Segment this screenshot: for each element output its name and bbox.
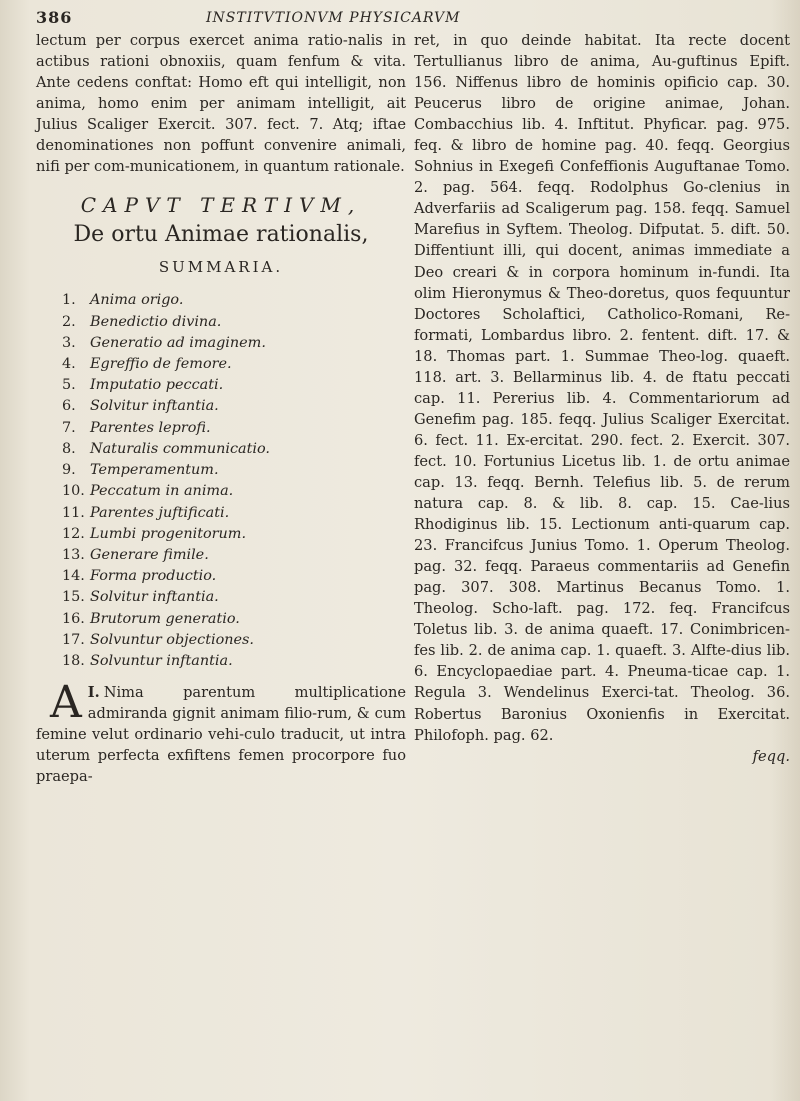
summary-item-text: Naturalis communicatio. — [90, 440, 271, 457]
summary-item-number: 8. — [62, 440, 76, 457]
summary-item-text: Imputatio peccati. — [90, 377, 224, 394]
summary-item — [62, 460, 406, 481]
summary-item-text: Peccatum in anima. — [90, 483, 234, 500]
summary-item-text: Parentes leprofi. — [90, 419, 211, 436]
summary-item — [62, 481, 406, 502]
summary-item-text: Anima origo. — [90, 292, 184, 309]
intro-paragraph: lectum per corpus exercet anima ratio-nalis in actibus rationi obnoxiis, quam fenfum & vita. Ante cedens conftat: Homo eft qui intelligit, non anima, homo enim per animam intelligit, ait Julius Scaliger Exercit. 307. fect. 7. Atq; iftae denominationes non poffunt convenire animali, nifi per com-municationem, in quantum rationale. — [36, 32, 406, 176]
summary-item-number: 14. — [62, 568, 85, 585]
summary-list — [36, 290, 406, 672]
summary-item-number: 10. — [62, 483, 85, 500]
paragraph-number: I. — [87, 684, 100, 702]
summary-item — [62, 609, 406, 630]
left-column — [36, 30, 406, 802]
page-number: 386 — [36, 8, 73, 27]
summary-item — [62, 312, 406, 333]
summary-item-number: 2. — [62, 313, 76, 330]
summary-item-text: Brutorum generatio. — [90, 610, 240, 627]
summary-item-number: 11. — [62, 504, 85, 521]
summary-item — [62, 587, 406, 608]
summary-item-number: 7. — [62, 419, 76, 436]
right-column — [414, 30, 790, 767]
summary-item — [62, 651, 406, 672]
summary-title: SUMMARIA. — [158, 258, 284, 277]
summary-item — [62, 439, 406, 460]
summary-item-text: Solvitur inftantia. — [90, 589, 219, 606]
drop-capital: A — [50, 677, 82, 729]
summary-item-number: 16. — [62, 610, 85, 627]
summary-item-text: Temperamentum. — [90, 462, 219, 479]
summary-item — [62, 503, 406, 524]
summary-item — [62, 630, 406, 651]
summary-item-text: Parentes juftificati. — [90, 504, 230, 521]
chapter-subtitle: De ortu Animae rationalis, — [73, 222, 369, 248]
summary-item-number: 9. — [62, 462, 76, 479]
summary-item-number: 12. — [62, 525, 85, 542]
summary-item-text: Solvuntur objectiones. — [90, 631, 255, 648]
summary-item-number: 5. — [62, 377, 76, 394]
summary-item-number: 1. — [62, 292, 76, 309]
summary-item-number: 6. — [62, 398, 76, 415]
summary-item-text: Benedictio divina. — [90, 313, 222, 330]
summary-item-text: Generatio ad imaginem. — [90, 334, 266, 351]
chapter-heading: CAPVT TERTIVM, — [80, 193, 362, 218]
summary-item — [62, 418, 406, 439]
summary-item-text: Lumbi progenitorum. — [90, 525, 247, 542]
running-title: INSTITVTIONVM PHYSICARVM — [206, 10, 461, 26]
right-column-text: ret, in quo deinde habitat. Ita recte docent Tertullianus libro de anima, Au-guftinus Epift. 156. Niffenus libro de hominis opificio cap. 30. Peucerus libro de origine animae, Johan. Combacchius lib. 4. Inftitut. Phyficar. pag. 975. feq. & libro de homine pag. 40. feqq. Georgius Sohnius in Exegefi Confeffionis Auguftanae Tomo. 2. pag. 564. feqq. Rodolphus Go-clenius in Adverfariis ad Scaligerum pag. 158. feqq. Samuel Marefius in Syftem. Theolog. Difputat. 5. dift. 50. Diffentiunt illi, qui docent, animas immediate a Deo creari & in corpora hominum in-fundi. Ita olim Hieronymus & Theo-doretus, quos fequuntur Doctores Scholaftici, Catholico-Romani, Re-formati, Lombardus libro. 2. fentent. dift. 17. & 18. Thomas part. 1. Summae Theo-log. quaeft. 118. art. 3. Bellarminus lib. 4. de ftatu peccati cap. 11. Pererius lib. 4. Commentariorum ad Genefim pag. 185. feqq. Julius Scaliger Exercitat. 6. fect. 11. Ex-ercitat. 290. fect. 2. Exercit. 307. fect. 10. Fortunius Licetus lib. 1. de ortu animae cap. 13. feqq. Bernh. Telefius lib. 5. de rerum natura cap. 8. & lib. 8. cap. 15. Cae-lius Rhodiginus lib. 15. Lectionum anti-quarum cap. 23. Francifcus Junius Tomo. 1. Operum Theolog. pag. 32. feqq. Paraeus commentariis ad Genefin pag. 307. 308. Martinus Becanus Tomo. 1. Theolog. Scho-laft. pag. 172. feq. Francifcus Toletus lib. 3. de anima quaeft. 17. Conimbricen-fes lib. 2. de anima cap. 1. quaeft. 3. Alfte-dius lib. 6. Encyclopaediae part. 4. Pneuma-ticae cap. 1. Regula 3. Wendelinus Exerci-tat. Theolog. 36. Robertus Baronius Oxonienfis in Exercitat. Philofoph. pag. 62. — [414, 32, 790, 744]
summary-item-number: 4. — [62, 356, 76, 373]
summary-item-text: Solvitur inftantia. — [90, 398, 219, 415]
summary-item-text: Forma productio. — [90, 568, 217, 585]
summary-item — [62, 566, 406, 587]
summary-item — [62, 333, 406, 354]
summary-item-number: 13. — [62, 546, 85, 563]
summary-item-number: 15. — [62, 589, 85, 606]
summary-item-text: Egreffio de femore. — [90, 356, 232, 373]
summary-item — [62, 396, 406, 417]
summary-item-number: 3. — [62, 334, 76, 351]
summary-item-text: Solvuntur inftantia. — [90, 652, 233, 669]
summary-item — [62, 524, 406, 545]
summary-item-number: 17. — [62, 631, 85, 648]
catchword: feqq. — [752, 747, 790, 765]
first-paragraph-text: Nima parentum multiplicatione admiranda gignit animam filio-rum, & cum femine velut ordinario vehi-culo traducit, ut intra uterum perfecta exfiftens femen procorpore fuo praepa- — [36, 684, 406, 786]
summary-item — [62, 354, 406, 375]
first-paragraph — [36, 677, 406, 787]
summary-item — [62, 375, 406, 396]
summary-item-text: Generare fimile. — [90, 546, 209, 563]
summary-item — [62, 545, 406, 566]
summary-item-number: 18. — [62, 652, 85, 669]
summary-item — [62, 290, 406, 311]
